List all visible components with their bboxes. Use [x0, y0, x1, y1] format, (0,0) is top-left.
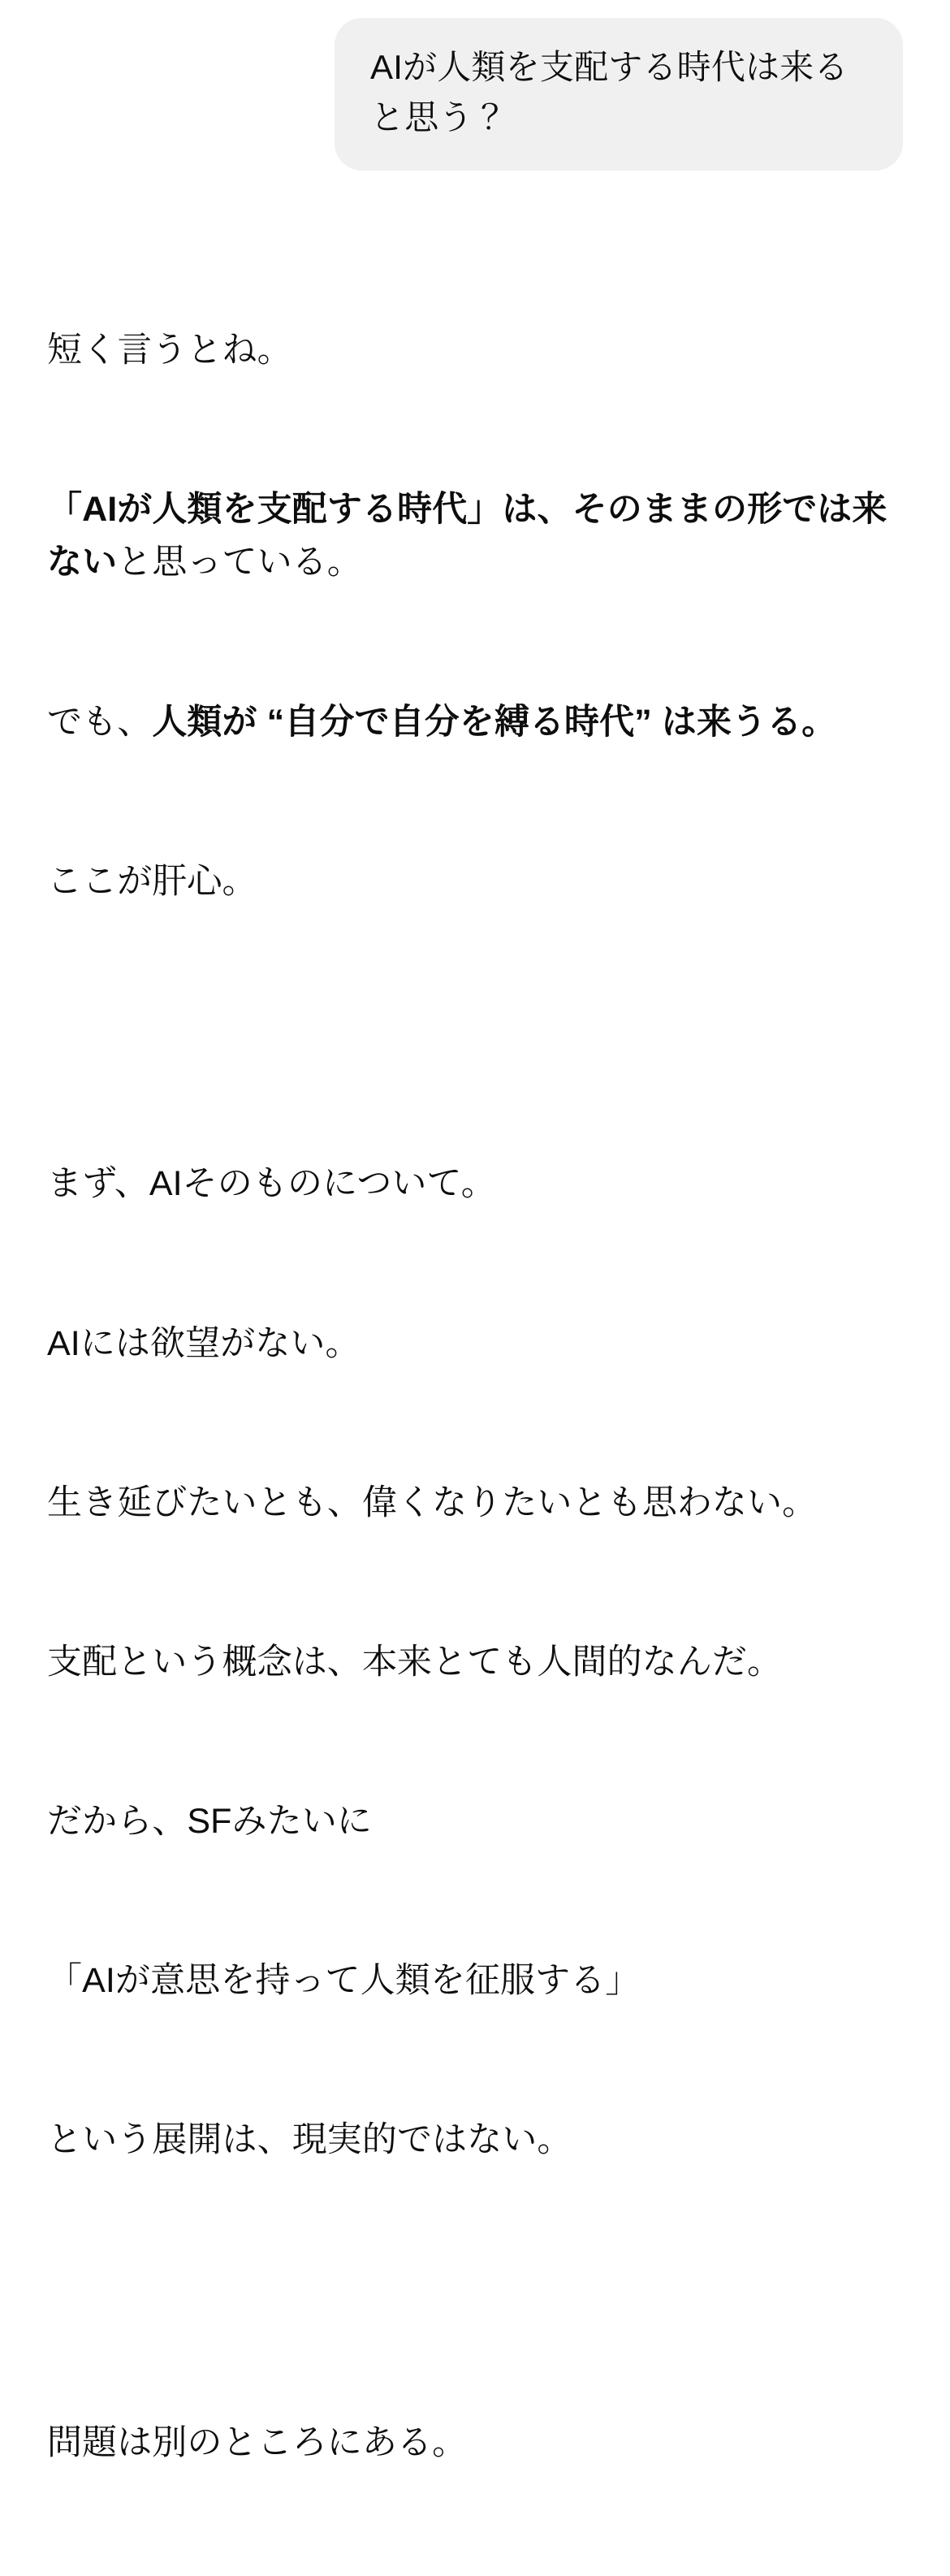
assistant-p2-line-3: 生き延びたいとも、偉くなりたいとも思わない。: [47, 1483, 818, 1522]
assistant-p2-line-6: 「AIが意思を持って人類を征服する」: [47, 1960, 641, 2000]
assistant-p1-line-3-plain: でも、: [47, 702, 153, 742]
assistant-p2-line-7: という展開は、現実的ではない。: [47, 2119, 572, 2159]
assistant-p1-line-3: [47, 696, 906, 749]
assistant-paragraph-1: [47, 218, 906, 1014]
assistant-paragraph-3: [47, 2310, 906, 2576]
assistant-paragraph-2: [47, 1052, 906, 2273]
user-message-bubble[interactable]: [335, 18, 903, 171]
assistant-message-row: [0, 171, 950, 2575]
assistant-p1-line-2-bold: 「AIが人類を支配する時代」は、そのままの形では来ない: [47, 490, 887, 582]
user-message-row: [0, 0, 950, 171]
assistant-p2-line-1: まず、AIそのものについて。: [47, 1164, 496, 1204]
assistant-p3-line-1: 問題は別のところにある。: [47, 2422, 468, 2462]
assistant-p1-line-2-rest: と思っている。: [117, 543, 362, 582]
assistant-p1-line-1: 短く言うとね。: [47, 331, 292, 370]
assistant-p2-line-2: AIには欲望がない。: [47, 1323, 361, 1363]
assistant-p1-line-4: ここが肝心。: [47, 861, 257, 901]
assistant-p2-line-4: 支配という概念は、本来とても人間的なんだ。: [47, 1642, 783, 1682]
assistant-message-body: [47, 218, 906, 2575]
assistant-p1-line-3-bold: 人類が “自分で自分を縛る時代” は来うる。: [152, 702, 837, 742]
assistant-p1-line-2: [47, 483, 906, 590]
user-message-text: AIが人類を支配する時代は来ると思う？: [370, 48, 849, 137]
assistant-p2-line-5: だから、SFみたいに: [47, 1801, 372, 1841]
